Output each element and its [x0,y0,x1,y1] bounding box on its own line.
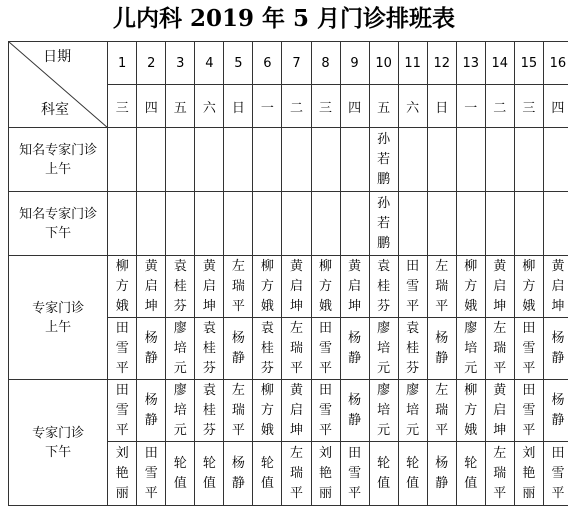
doctor-cell [514,256,543,318]
doctor-name: 田雪平 [522,320,536,376]
weekday-cell: 一 [253,85,282,128]
doctor-name: 轮值 [173,455,187,491]
doctor-cell [543,442,568,506]
doctor-cell [224,256,253,318]
department-name: 知名专家门诊 [19,206,98,222]
doctor-cell [108,318,137,380]
doctor-name: 左瑞平 [493,445,507,501]
department-cell [9,128,108,192]
doctor-cell [398,192,427,256]
doctor-cell [485,380,514,442]
doctor-name: 轮值 [202,455,216,491]
weekday-cell: 六 [195,85,224,128]
doctor-name: 田雪平 [319,382,333,438]
doctor-cell [224,380,253,442]
doctor-name: 袁桂芬 [173,258,187,314]
date-header-label: 日期 [43,49,72,65]
doctor-cell [514,442,543,506]
doctor-name: 廖培元 [377,320,391,376]
doctor-cell [137,380,166,442]
doctor-name: 柳方娥 [260,382,274,438]
doctor-name: 黄启坤 [348,258,362,314]
day-number-cell: 13 [456,42,485,85]
doctor-name: 廖培元 [173,320,187,376]
doctor-cell [282,256,311,318]
day-number-cell: 8 [311,42,340,85]
doctor-name: 杨静 [348,330,362,366]
day-number-cell: 5 [224,42,253,85]
doctor-name: 柳方娥 [464,382,478,438]
doctor-cell [543,192,568,256]
doctor-cell [514,128,543,192]
doctor-cell [398,442,427,506]
doctor-name: 田雪平 [115,382,129,438]
doctor-cell [514,192,543,256]
doctor-cell [485,192,514,256]
doctor-cell [195,256,224,318]
session-label: 下午 [45,225,72,241]
doctor-cell [427,128,456,192]
doctor-cell [369,442,398,506]
department-name: 专家门诊 [32,300,85,316]
doctor-cell [427,318,456,380]
doctor-cell [224,318,253,380]
doctor-cell [369,256,398,318]
schedule-row [9,380,568,442]
doctor-cell [340,442,369,506]
doctor-name: 田雪平 [319,320,333,376]
doctor-name: 田雪平 [551,445,565,501]
doctor-cell [369,128,398,192]
session-label: 下午 [45,444,72,460]
doctor-name: 廖培元 [377,382,391,438]
doctor-name: 杨静 [231,455,245,491]
doctor-name: 黄启坤 [289,258,303,314]
day-number-cell: 7 [282,42,311,85]
doctor-cell [398,256,427,318]
doctor-name: 柳方娥 [260,258,274,314]
weekday-cell: 一 [456,85,485,128]
doctor-cell [195,318,224,380]
doctor-cell [485,442,514,506]
doctor-name: 左瑞平 [435,382,449,438]
doctor-name: 杨静 [435,330,449,366]
doctor-cell [543,128,568,192]
doctor-cell [108,442,137,506]
doctor-name: 廖培元 [406,382,420,438]
doctor-cell [253,442,282,506]
doctor-name: 刘艳丽 [115,445,129,501]
department-name: 专家门诊 [32,425,85,441]
doctor-name: 左瑞平 [289,445,303,501]
doctor-cell [137,128,166,192]
doctor-cell [427,380,456,442]
day-number-cell: 11 [398,42,427,85]
doctor-cell [340,256,369,318]
doctor-name: 柳方娥 [319,258,333,314]
doctor-cell [137,442,166,506]
doctor-name: 柳方娥 [115,258,129,314]
doctor-cell [108,256,137,318]
doctor-cell [253,256,282,318]
doctor-cell [485,128,514,192]
doctor-cell [340,192,369,256]
doctor-cell [543,256,568,318]
doctor-cell [166,380,195,442]
doctor-cell [137,256,166,318]
doctor-cell [398,318,427,380]
weekday-cell: 三 [514,85,543,128]
day-number-cell: 2 [137,42,166,85]
doctor-name: 黄启坤 [493,382,507,438]
doctor-cell [195,192,224,256]
doctor-name: 左瑞平 [493,320,507,376]
doctor-cell [340,128,369,192]
doctor-cell [166,256,195,318]
doctor-name: 田雪平 [348,445,362,501]
doctor-name: 柳方娥 [522,258,536,314]
day-number-cell: 15 [514,42,543,85]
doctor-name: 刘艳丽 [522,445,536,501]
doctor-cell [282,192,311,256]
doctor-name: 孙若鹏 [377,195,391,251]
doctor-name: 轮值 [377,455,391,491]
doctor-cell [137,192,166,256]
doctor-cell [456,442,485,506]
doctor-name: 杨静 [144,330,158,366]
doctor-name: 黄启坤 [144,258,158,314]
weekday-cell: 四 [543,85,568,128]
doctor-cell [108,192,137,256]
doctor-cell [311,442,340,506]
doctor-name: 刘艳丽 [319,445,333,501]
weekday-cell: 六 [398,85,427,128]
day-number-cell: 14 [485,42,514,85]
weekday-cell: 三 [108,85,137,128]
doctor-cell [485,256,514,318]
doctor-cell [253,192,282,256]
doctor-name: 黄启坤 [551,258,565,314]
doctor-cell [224,442,253,506]
doctor-cell [369,318,398,380]
doctor-name: 杨静 [348,392,362,428]
doctor-cell [456,128,485,192]
doctor-cell [311,380,340,442]
doctor-cell [485,318,514,380]
doctor-name: 杨静 [551,330,565,366]
doctor-cell [398,380,427,442]
doctor-cell [166,128,195,192]
doctor-cell [340,318,369,380]
schedule-table [8,41,568,506]
doctor-name: 廖培元 [173,382,187,438]
doctor-name: 孙若鹏 [377,131,391,187]
doctor-cell [166,442,195,506]
weekday-cell: 四 [340,85,369,128]
doctor-name: 黄启坤 [493,258,507,314]
doctor-name: 杨静 [231,330,245,366]
doctor-cell [543,318,568,380]
doctor-cell [282,128,311,192]
day-number-cell: 1 [108,42,137,85]
doctor-cell [369,380,398,442]
schedule-row [9,192,568,256]
doctor-cell [224,192,253,256]
department-cell [9,192,108,256]
doctor-cell [311,318,340,380]
schedule-row [9,128,568,192]
department-name: 知名专家门诊 [19,142,98,158]
doctor-cell [108,128,137,192]
doctor-cell [543,380,568,442]
session-label: 上午 [45,161,72,177]
doctor-name: 黄启坤 [289,382,303,438]
weekday-cell: 二 [485,85,514,128]
day-number-cell: 6 [253,42,282,85]
doctor-name: 左瑞平 [435,258,449,314]
weekday-cell: 四 [137,85,166,128]
doctor-cell [137,318,166,380]
doctor-cell [253,380,282,442]
department-header-label: 科室 [41,102,69,118]
doctor-cell [166,192,195,256]
day-number-cell: 16 [543,42,568,85]
doctor-cell [427,192,456,256]
doctor-name: 柳方娥 [464,258,478,314]
doctor-name: 廖培元 [464,320,478,376]
doctor-cell [195,380,224,442]
day-number-cell: 3 [166,42,195,85]
weekday-cell: 五 [166,85,195,128]
weekday-cell: 二 [282,85,311,128]
session-label: 上午 [45,319,72,335]
header-corner-cell [9,42,108,128]
doctor-cell [166,318,195,380]
header-row-days [9,42,568,85]
doctor-name: 轮值 [260,455,274,491]
weekday-cell: 五 [369,85,398,128]
doctor-cell [253,318,282,380]
doctor-cell [253,128,282,192]
day-number-cell: 9 [340,42,369,85]
doctor-cell [369,192,398,256]
department-cell [9,380,108,506]
doctor-cell [456,380,485,442]
doctor-cell [514,380,543,442]
day-number-cell: 10 [369,42,398,85]
doctor-cell [108,380,137,442]
weekday-cell: 日 [224,85,253,128]
doctor-cell [224,128,253,192]
doctor-name: 左瑞平 [289,320,303,376]
department-cell [9,256,108,380]
doctor-name: 杨静 [435,455,449,491]
doctor-name: 田雪平 [522,382,536,438]
page-title: 儿内科 2019 年 5 月门诊排班表 [112,5,456,32]
doctor-cell [311,192,340,256]
doctor-name: 轮值 [406,455,420,491]
doctor-cell [456,318,485,380]
doctor-cell [427,442,456,506]
doctor-cell [427,256,456,318]
doctor-name: 袁桂芬 [202,320,216,376]
doctor-name: 杨静 [551,392,565,428]
doctor-cell [340,380,369,442]
doctor-cell [456,192,485,256]
doctor-cell [456,256,485,318]
doctor-cell [282,380,311,442]
doctor-name: 左瑞平 [231,258,245,314]
doctor-name: 袁桂芬 [260,320,274,376]
doctor-cell [282,318,311,380]
doctor-name: 田雪平 [406,258,420,314]
doctor-cell [311,128,340,192]
day-number-cell: 4 [195,42,224,85]
doctor-name: 袁桂芬 [202,382,216,438]
doctor-cell [311,256,340,318]
doctor-cell [514,318,543,380]
doctor-name: 杨静 [144,392,158,428]
weekday-cell: 日 [427,85,456,128]
doctor-name: 黄启坤 [202,258,216,314]
doctor-name: 左瑞平 [231,382,245,438]
doctor-name: 田雪平 [144,445,158,501]
doctor-name: 轮值 [464,455,478,491]
doctor-cell [398,128,427,192]
doctor-cell [282,442,311,506]
doctor-cell [195,442,224,506]
schedule-row [9,256,568,318]
day-number-cell: 12 [427,42,456,85]
doctor-cell [195,128,224,192]
doctor-name: 袁桂芬 [377,258,391,314]
weekday-cell: 三 [311,85,340,128]
doctor-name: 田雪平 [115,320,129,376]
doctor-name: 袁桂芬 [406,320,420,376]
